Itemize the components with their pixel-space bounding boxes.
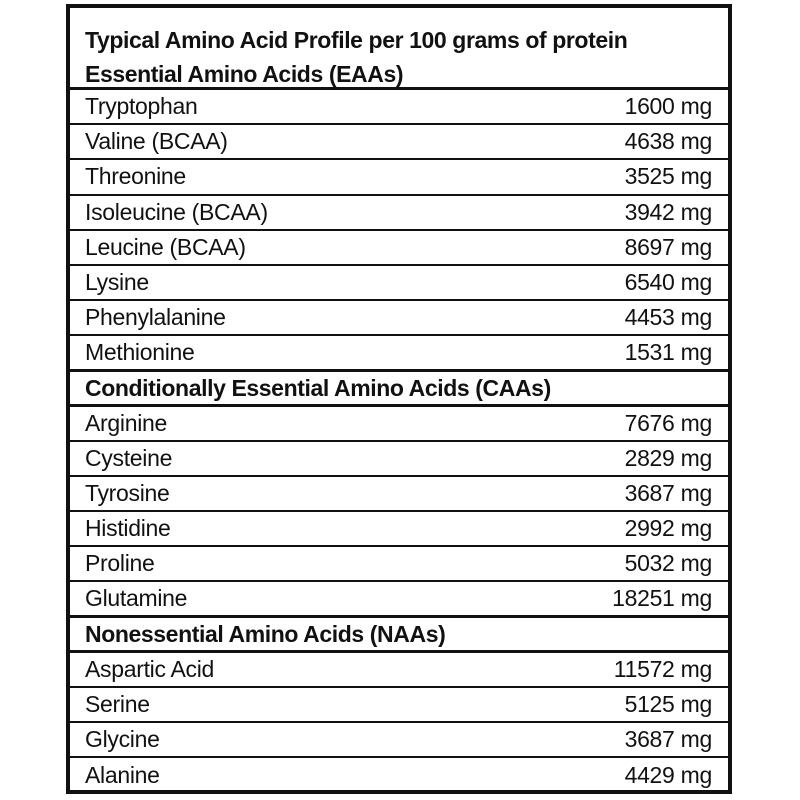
amino-acid-name: Glutamine [85,585,188,612]
table-row [70,160,728,195]
table-row [70,90,728,125]
table-row [70,196,728,231]
table-row [70,547,728,582]
amino-acid-amount: 2829 mg [624,444,712,471]
amino-acid-amount: 1531 mg [624,338,712,365]
amino-acid-amount: 6540 mg [624,269,712,296]
amino-acid-name: Glycine [85,726,160,753]
amino-acid-amount: 4453 mg [624,304,712,331]
table-row [70,723,728,758]
table-row [70,407,728,442]
table-title: Typical Amino Acid Profile per 100 grams of protein [85,27,628,53]
table-row [70,266,728,301]
amino-acid-amount: 8697 mg [624,233,712,260]
table-row [70,231,728,266]
amino-acid-amount: 3687 mg [624,479,712,506]
amino-acid-name: Phenylalanine [85,304,226,331]
amino-acid-amount: 4429 mg [624,762,712,789]
amino-acid-table [66,4,732,794]
amino-acid-name: Valine (BCAA) [85,128,228,155]
amino-acid-name: Leucine (BCAA) [85,233,246,260]
amino-acid-name: Threonine [85,163,186,190]
table-row [70,477,728,512]
amino-acid-name: Aspartic Acid [85,655,215,682]
table-row [70,688,728,723]
amino-acid-amount: 5125 mg [624,690,712,717]
amino-acid-amount: 2992 mg [624,515,712,542]
amino-acid-amount: 7676 mg [624,409,712,436]
amino-acid-name: Lysine [85,269,149,296]
amino-acid-name: Isoleucine (BCAA) [85,198,268,225]
amino-acid-name: Arginine [85,409,167,436]
amino-acid-name: Serine [85,690,150,717]
amino-acid-amount: 18251 mg [612,585,712,612]
table-row [70,301,728,336]
table-header [70,8,728,90]
amino-acid-amount: 4638 mg [624,128,712,155]
table-row [70,512,728,547]
amino-acid-amount: 11572 mg [613,655,712,682]
amino-acid-name: Proline [85,550,155,577]
table-row [70,336,728,371]
table-row [70,758,728,793]
amino-acid-name: Cysteine [85,444,173,471]
section-heading-naa: Nonessential Amino Acids (NAAs) [70,618,728,653]
table-row [70,125,728,160]
amino-acid-amount: 3942 mg [624,198,712,225]
amino-acid-name: Alanine [85,762,160,789]
amino-acid-name: Methionine [85,338,195,365]
amino-acid-amount: 1600 mg [624,93,712,120]
section-heading-caa: Conditionally Essential Amino Acids (CAAs) [70,372,728,407]
amino-acid-amount: 3687 mg [624,726,712,753]
amino-acid-name: Tyrosine [85,479,170,506]
section-heading-eaa: Essential Amino Acids (EAAs) [85,61,404,87]
table-row [70,442,728,477]
amino-acid-name: Histidine [85,515,171,542]
table-row [70,653,728,688]
amino-acid-amount: 3525 mg [624,163,712,190]
amino-acid-name: Tryptophan [85,93,198,120]
table-row [70,582,728,617]
amino-acid-amount: 5032 mg [624,550,712,577]
